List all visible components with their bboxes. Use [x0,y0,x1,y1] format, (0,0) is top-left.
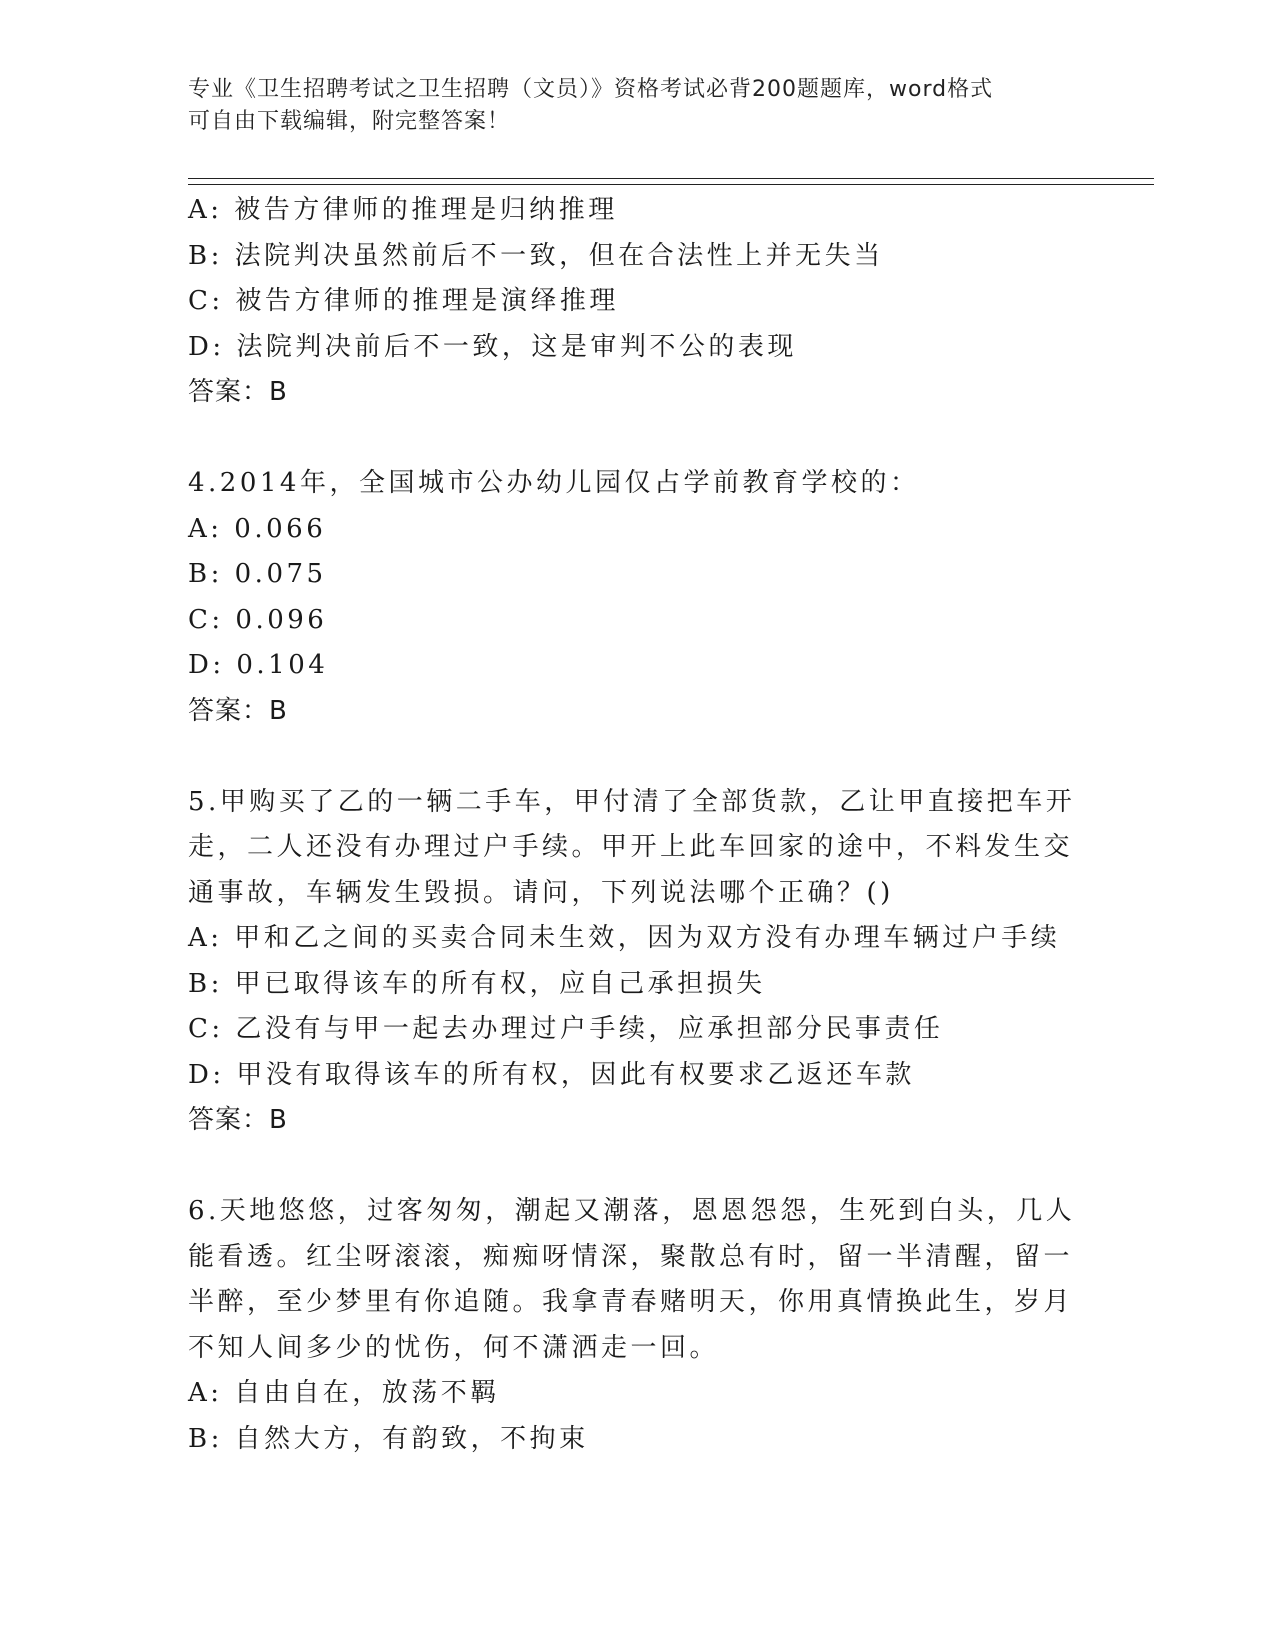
question-6-block [188,1189,1088,1462]
header-title-line-1: 专业《卫生招聘考试之卫生招聘（文员）》资格考试必背200题题库，word格式 [188,77,994,102]
header-divider-top [188,178,1154,179]
q6-question-line-2: 能看透。红尘呀滚滚，痴痴呀情深，聚散总有时，留一半清醒，留一 [188,1241,1074,1272]
q4-question: 4.2014年，全国城市公办幼儿园仅占学前教育学校的： [188,468,920,498]
q5-answer: 答案：B [188,1105,288,1135]
q5-option-d: D: 甲没有取得该车的所有权，因此有权要求乙返还车款 [188,1059,915,1090]
q3-option-d: D: 法院判决前后不一致，这是审判不公的表现 [188,331,797,362]
q4-option-d: D: 0.104 [188,650,329,680]
question-5-block [188,780,1088,1144]
header-title-line-2: 可自由下载编辑，附完整答案！ [188,109,511,134]
q6-option-a: A: 自由自在，放荡不羁 [188,1378,500,1408]
q6-question-line-4: 不知人间多少的忧伤，何不潇洒走一回。 [188,1332,720,1363]
q4-option-b: B: 0.075 [188,559,327,589]
q6-option-b: B: 自然大方，有韵致，不拘束 [188,1423,589,1454]
document-header [188,74,1068,138]
q6-question-line-1: 6.天地悠悠，过客匆匆，潮起又潮落，恩恩怨怨，生死到白头，几人 [188,1196,1076,1226]
q3-option-c: C: 被告方律师的推理是演绎推理 [188,286,619,316]
q3-option-a: A: 被告方律师的推理是归纳推理 [188,195,618,225]
q5-option-b: B: 甲已取得该车的所有权，应自己承担损失 [188,968,766,999]
question-3-block [188,188,1088,416]
q5-question-line-1: 5.甲购买了乙的一辆二手车，甲付清了全部货款，乙让甲直接把车开 [188,786,1076,817]
question-content [188,188,1088,1462]
question-4-block [188,461,1088,734]
q5-question-line-3: 通事故，车辆发生毁损。请问，下列说法哪个正确？() [188,877,894,908]
spacer [188,416,1088,462]
q5-option-c: C: 乙没有与甲一起去办理过户手续，应承担部分民事责任 [188,1014,944,1044]
q4-answer: 答案：B [188,695,288,726]
q3-option-b: B: 法院判决虽然前后不一致，但在合法性上并无失当 [188,240,884,271]
q4-option-a: A: 0.066 [188,513,327,544]
q3-answer: 答案：B [188,377,288,407]
spacer [188,1144,1088,1190]
header-divider-bottom [188,184,1154,185]
q5-option-a: A: 甲和乙之间的买卖合同未生效，因为双方没有办理车辆过户手续 [188,923,1061,953]
spacer [188,734,1088,780]
q4-option-c: C: 0.096 [188,604,328,635]
q5-question-line-2: 走，二人还没有办理过户手续。甲开上此车回家的途中，不料发生交 [188,832,1074,862]
q6-question-line-3: 半醉，至少梦里有你追随。我拿青春赌明天，你用真情换此生，岁月 [188,1287,1074,1317]
